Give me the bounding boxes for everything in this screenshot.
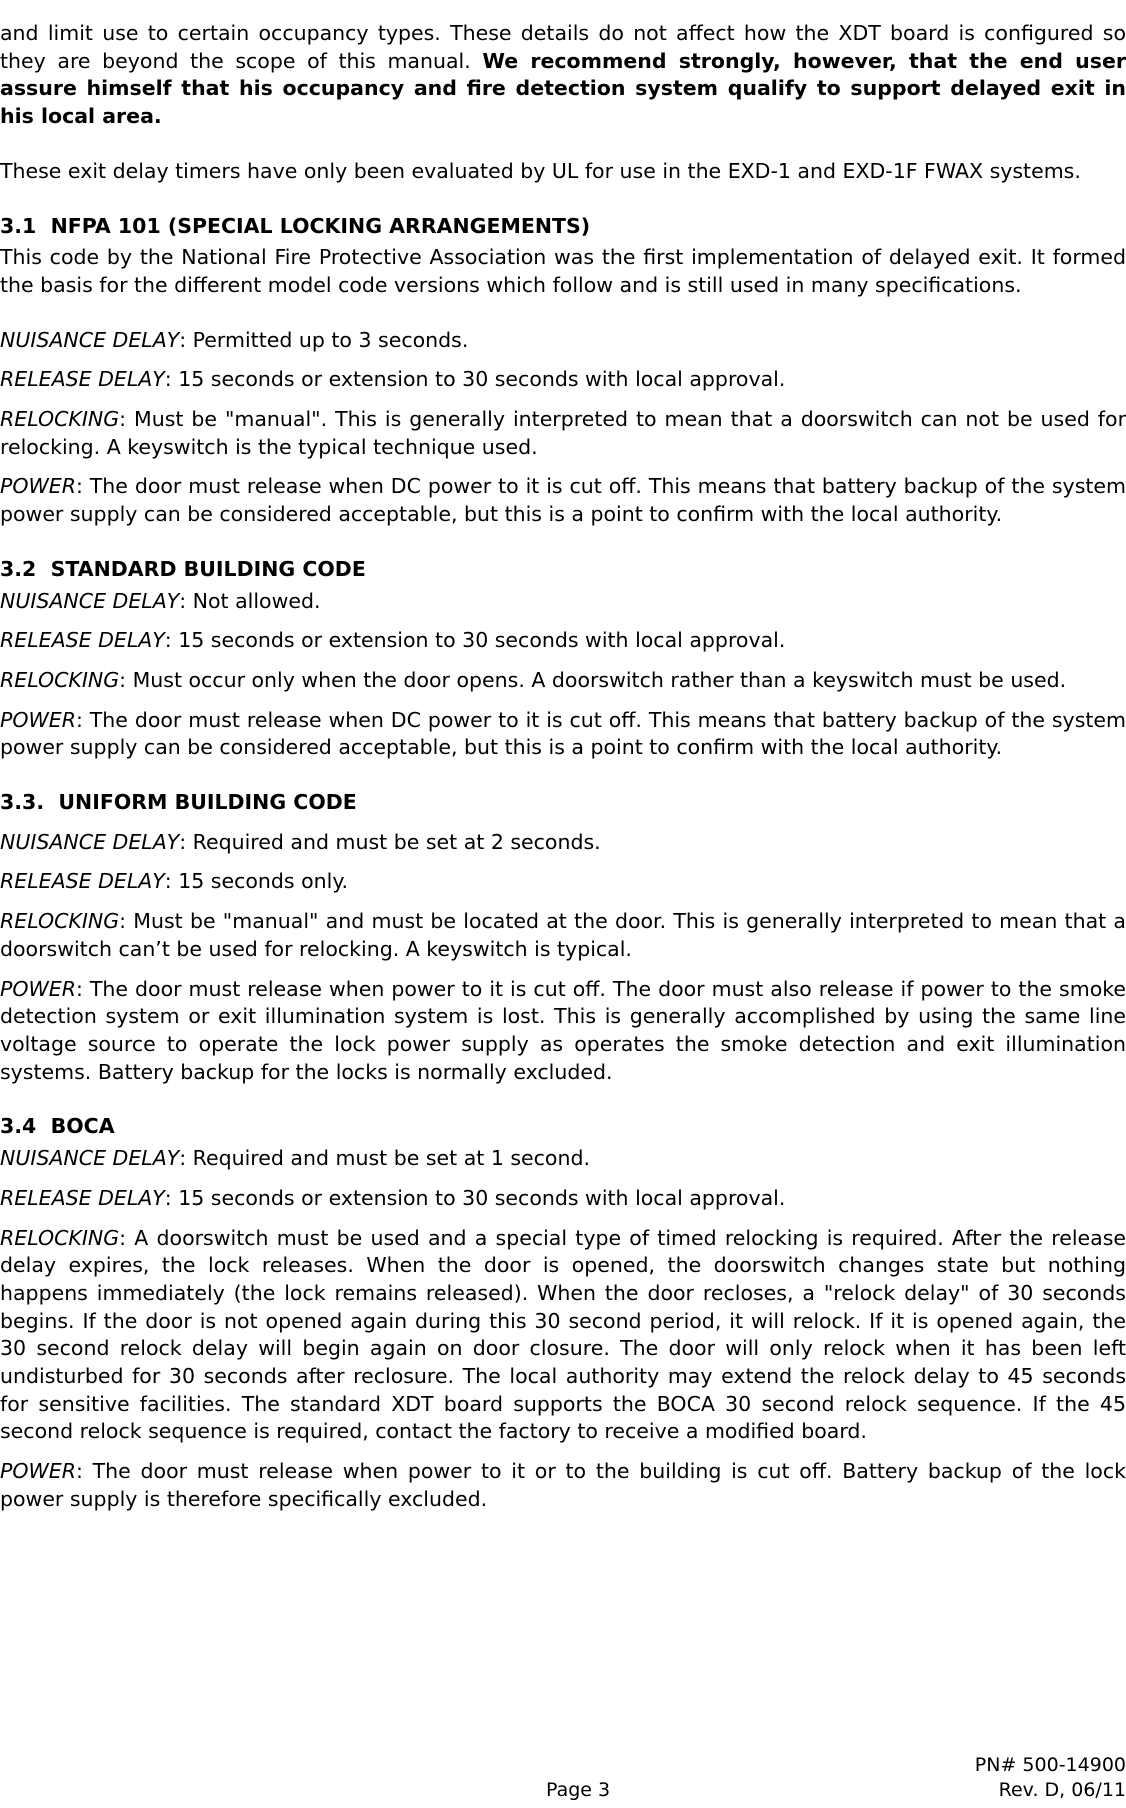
requirement-term: POWER xyxy=(0,474,76,499)
revision: Rev. D, 06/11 xyxy=(998,1779,1126,1801)
section-number: 3.4 xyxy=(0,1114,37,1139)
intro-recommendation: We recommend strongly, however, that the end user assure himself that his occupancy and fire detection system qualify to support delayed exit in his local area. xyxy=(0,48,1126,129)
section-title: BOCA xyxy=(50,1114,115,1139)
section-number: 3.3. xyxy=(0,790,45,815)
requirement-item xyxy=(0,667,1126,695)
requirement-term: NUISANCE DELAY xyxy=(0,1146,180,1171)
requirement-text: : The door must release when power to it is cut off. The door must also release if power to the smoke detection system or exit illumination system is lost. This is generally accomplished by using the same line voltage source to operate the lock power supply as operates the smoke detection and exit illumination systems. Battery backup for the locks is normally excluded. xyxy=(0,976,1126,1084)
requirement-text: : A doorswitch must be used and a special type of timed relocking is required. After the release delay expires, the lock releases. When the door is opened, the doorswitch changes state but nothing happens immediately (the lock remains released). When the door recloses, a "relock delay" of 30 seconds begins. If the door is not opened again during this 30 second period, it will relock. If it is opened again, the 30 second relock delay will begin again on door closure. The door will only relock when it has been left undisturbed for 30 seconds after reclosure. The local authority may extend the relock delay to 45 seconds for sensitive facilities. The standard XDT board supports the BOCA 30 second relock sequence. If the 45 second relock sequence is required, contact the factory to receive a modified board. xyxy=(0,1225,1126,1444)
requirement-item xyxy=(0,908,1126,963)
intro-continuation: and limit use to certain occupancy types. These details do not affect how the XDT board is configured so they are beyond the scope of this manual. xyxy=(0,21,1126,73)
requirement-term: RELEASE DELAY xyxy=(0,869,165,894)
requirement-item xyxy=(0,588,1126,616)
requirement-term: RELEASE DELAY xyxy=(0,628,165,653)
requirement-text: : 15 seconds or extension to 30 seconds with local approval. xyxy=(164,1185,786,1210)
part-number: PN# 500-14900 xyxy=(974,1754,1126,1776)
requirement-text: : The door must release when power to it or to the building is cut off. Battery backup of the lock power supply is therefore specifically excluded. xyxy=(0,1459,1126,1511)
requirement-item xyxy=(0,627,1126,655)
requirement-term: NUISANCE DELAY xyxy=(0,588,180,613)
requirement-item xyxy=(0,868,1126,896)
requirement-term: RELOCKING xyxy=(0,667,120,692)
requirement-text: : Required and must be set at 1 second. xyxy=(179,1146,591,1171)
section-heading xyxy=(0,1113,1126,1141)
requirement-text: : Required and must be set at 2 seconds. xyxy=(179,829,601,854)
section-uniform-building-code xyxy=(0,789,1126,1086)
section-standard-building-code xyxy=(0,556,1126,762)
section-title: NFPA 101 (SPECIAL LOCKING ARRANGEMENTS) xyxy=(50,213,591,238)
requirement-text: : 15 seconds or extension to 30 seconds with local approval. xyxy=(164,628,786,653)
requirement-term: POWER xyxy=(0,976,76,1001)
requirement-term: RELEASE DELAY xyxy=(0,1185,165,1210)
requirement-term: NUISANCE DELAY xyxy=(0,327,180,352)
section-nfpa-101 xyxy=(0,213,1126,529)
requirement-item xyxy=(0,707,1126,762)
requirement-item xyxy=(0,1225,1126,1447)
requirement-text: : The door must release when DC power to it is cut off. This means that battery backup of the system power supply can be considered acceptable, but this is a point to confirm with the local authority. xyxy=(0,474,1126,527)
section-heading xyxy=(0,789,1126,817)
requirement-item xyxy=(0,1185,1126,1213)
section-title: STANDARD BUILDING CODE xyxy=(50,556,366,581)
requirement-item xyxy=(0,366,1126,394)
requirement-text: : 15 seconds or extension to 30 seconds with local approval. xyxy=(164,367,786,392)
requirement-item xyxy=(0,1145,1126,1173)
requirement-item xyxy=(0,473,1126,528)
section-number: 3.1 xyxy=(0,213,37,238)
requirement-term: RELOCKING xyxy=(0,1225,120,1250)
section-description: This code by the National Fire Protective Association was the first implementation of delayed exit. It formed the basis for the different model code versions which follow and is still used in many specifications. xyxy=(0,245,1126,297)
requirement-item xyxy=(0,829,1126,857)
section-heading xyxy=(0,213,1126,241)
requirement-text: : Not allowed. xyxy=(179,588,321,613)
ul-evaluation-paragraph: These exit delay timers have only been evaluated by UL for use in the EXD-1 and EXD-1F FWAX systems. xyxy=(0,158,1081,183)
section-title: UNIFORM BUILDING CODE xyxy=(58,790,357,815)
section-boca xyxy=(0,1113,1126,1513)
requirement-term: RELEASE DELAY xyxy=(0,367,165,392)
requirement-term: NUISANCE DELAY xyxy=(0,829,180,854)
requirement-item xyxy=(0,1458,1126,1513)
intro-paragraph xyxy=(0,20,1126,131)
requirement-text: : 15 seconds only. xyxy=(164,869,349,894)
requirement-item xyxy=(0,406,1126,461)
page-number: Page 3 xyxy=(546,1779,611,1801)
section-heading xyxy=(0,556,1126,584)
requirement-term: POWER xyxy=(0,707,76,732)
footer-doc-info xyxy=(975,1753,1126,1803)
requirement-term: RELOCKING xyxy=(0,909,120,934)
requirement-text: : Must be "manual" and must be located at the door. This is generally interpreted to mean that a doorswitch can’t be used for relocking. A keyswitch is typical. xyxy=(0,909,1126,961)
page-content xyxy=(0,20,1126,1526)
requirement-text: : Permitted up to 3 seconds. xyxy=(179,327,469,352)
requirement-term: POWER xyxy=(0,1459,76,1484)
requirement-text: : Must be "manual". This is generally interpreted to mean that a doorswitch can not be used for relocking. A keyswitch is the typical technique used. xyxy=(0,407,1126,459)
requirement-text: : The door must release when DC power to it is cut off. This means that battery backup of the system power supply can be considered acceptable, but this is a point to confirm with the local authority. xyxy=(0,707,1126,760)
requirement-text: : Must occur only when the door opens. A doorswitch rather than a keyswitch must be used. xyxy=(119,667,1067,692)
requirement-item xyxy=(0,976,1126,1087)
section-number: 3.2 xyxy=(0,556,37,581)
requirement-item xyxy=(0,327,1126,355)
requirement-term: RELOCKING xyxy=(0,407,120,432)
